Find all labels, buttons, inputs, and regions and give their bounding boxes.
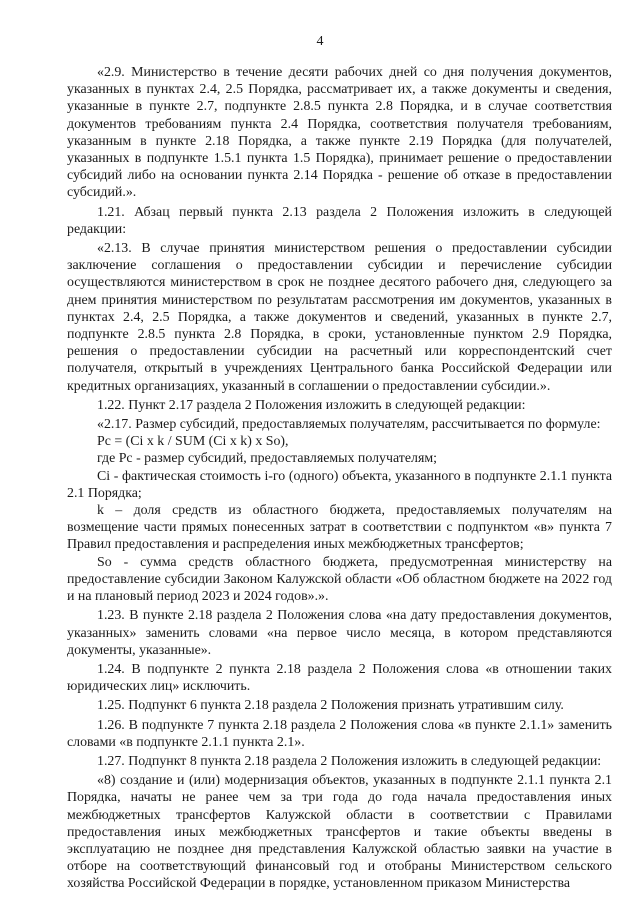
- paragraph-8: «8) создание и (или) модернизация объектов, указанных в подпункте 2.1.1 пункта 2.1 Порядка, начаты не ранее чем за три года до года начала предоставления иных межбюджетных трансфертов Калужской области в соответствии с Правилами предоставления иных межбюджетных трансфертов и такие объекты введены в эксплуатацию не позднее дня представления Калужской областью заявки на участие в отборе на соответствующий финансовый год и отобраны Министерством сельского хозяйства Российской Федерации в порядке, установленном приказом Министерства: [67, 773, 612, 892]
- formula-so-definition: So - сумма средств областного бюджета, предусмотренная министерству на предоставление субсидии Законом Калужской области «Об областном бюджете на 2022 год и на плановый период 2023 и 2024 годов».».: [67, 554, 612, 605]
- paragraph-2-9: «2.9. Министерство в течение десяти рабочих дней со дня получения документов, указанных в пунктах 2.4, 2.5 Порядка, рассматривает их, а также документы и сведения, указанные в пункте 2.7, подпункте 2.8.5 пункта 2.8 Порядка, и в случае соответствия документов требованиям пункта 2.4 Порядка, соответствия получателя требованиям, указанным в пункте 2.18 Порядка, а также пункте 2.19 Порядка (для получателей, указанных в подпункте 1.5.1 пункта 1.5 Порядка), принимает решение о предоставлении субсидий либо на основании пункта 2.14 Порядка - решение об отказе в предоставлении субсидий.».: [67, 65, 612, 201]
- paragraph-2-13: «2.13. В случае принятия министерством решения о предоставлении субсидии заключение соглашения о предоставлении субсидии и перечисление субсидии осуществляются министерством в срок не позднее десятого рабочего дня, следующего за днем принятия министерством по результатам рассмотрения им документов, указанных в пунктах 2.4, 2.5 Порядка, а также документов и сведений, указанных в пункте 2.7, подпункте 2.8.5 пункта 2.8 Порядка, в сроки, установленные пунктом 2.9 Порядка, решения о предоставлении субсидии на расчетный или корреспондентский счет получателя, открытый в учреждениях Центрального банка Российской Федерации или кредитных организациях, указанный в соглашении о предоставлении субсидии.».: [67, 241, 612, 394]
- paragraph-1-27: 1.27. Подпункт 8 пункта 2.18 раздела 2 Положения изложить в следующей редакции:: [97, 753, 602, 769]
- document-body: [67, 64, 612, 893]
- paragraph-1-25: 1.25. Подпункт 6 пункта 2.18 раздела 2 Положения признать утратившим силу.: [97, 698, 564, 714]
- paragraph-1-23: 1.23. В пункте 2.18 раздела 2 Положения слова «на дату предоставления документов, указанных» заменить словами «на первое число месяца, в котором представляются документы, указанные».: [67, 608, 612, 658]
- formula-ci-definition: Ci - фактическая стоимость i-го (одного) объекта, указанного в подпункте 2.1.1 пункта 2.1 Порядка;: [67, 468, 612, 501]
- paragraph-1-22: 1.22. Пункт 2.17 раздела 2 Положения изложить в следующей редакции:: [97, 397, 526, 413]
- formula-k-definition: k – доля средств из областного бюджета, предоставляемых получателям на возмещение части прямых понесенных затрат в соответствии с подпунктом «в» пункта 7 Правил предоставления и распределения иных межбюджетных трансфертов;: [67, 503, 612, 553]
- formula-line: Рс = (Ci x k / SUM (Ci x k) x So),: [97, 434, 289, 450]
- paragraph-1-21: 1.21. Абзац первый пункта 2.13 раздела 2 Положения изложить в следующей редакции:: [67, 204, 612, 237]
- paragraph-1-24: 1.24. В подпункте 2 пункта 2.18 раздела 2 Положения слова «в отношении таких юридических лиц» исключить.: [67, 661, 612, 695]
- page-number: 4: [316, 34, 324, 49]
- formula-rc-definition: где Рс - размер субсидий, предоставляемых получателям;: [97, 451, 438, 467]
- paragraph-2-17: «2.17. Размер субсидий, предоставляемых получателям, рассчитывается по формуле:: [97, 417, 601, 433]
- paragraph-1-26: 1.26. В подпункте 7 пункта 2.18 раздела 2 Положения слова «в пункте 2.1.1» заменить словами «в подпункте 2.1.1 пункта 2.1».: [67, 717, 612, 750]
